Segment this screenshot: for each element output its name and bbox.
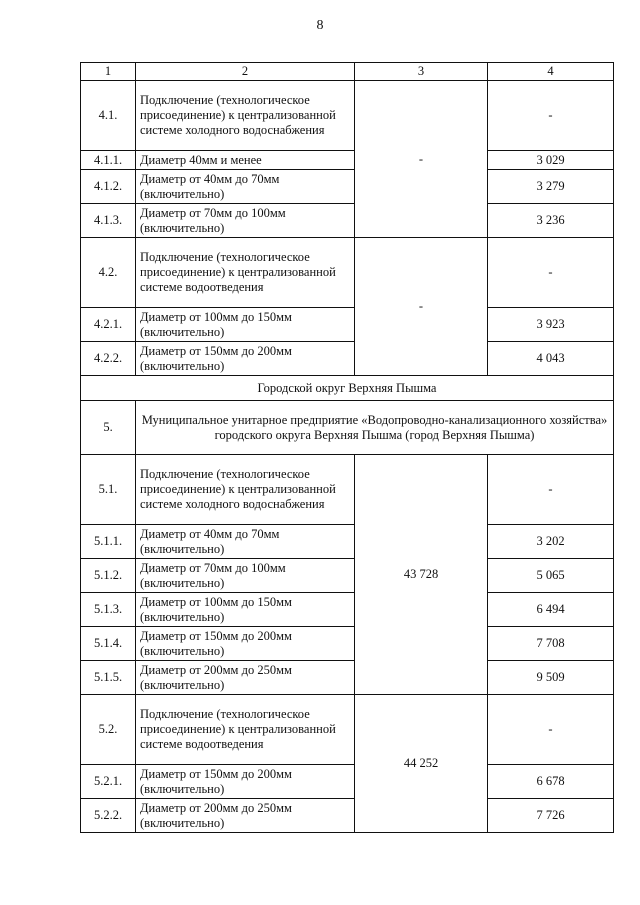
connection-fee-rate: 3 923 (488, 308, 614, 342)
connection-fee-rate: - (488, 455, 614, 525)
item-number: 4.1.3. (81, 204, 136, 238)
item-number: 4.1. (81, 81, 136, 151)
item-number: 4.2.2. (81, 342, 136, 376)
item-number: 5.2.2. (81, 799, 136, 833)
item-number: 5.1.3. (81, 593, 136, 627)
item-number: 5.1.1. (81, 525, 136, 559)
section-title: Городской округ Верхняя Пышма (81, 376, 614, 401)
item-description: Диаметр от 70мм до 100мм (включительно) (136, 559, 355, 593)
table-row (81, 627, 614, 661)
item-number: 5. (81, 401, 136, 455)
connection-fee-rate: - (488, 81, 614, 151)
item-number: 5.1.4. (81, 627, 136, 661)
connection-fee-total: - (355, 238, 488, 376)
item-number: 4.2. (81, 238, 136, 308)
table-row (81, 765, 614, 799)
table-row (81, 455, 614, 525)
table-row (81, 695, 614, 765)
connection-fee-rate: 6 494 (488, 593, 614, 627)
item-number: 5.1. (81, 455, 136, 525)
item-description: Диаметр от 150мм до 200мм (включительно) (136, 342, 355, 376)
table-row (81, 593, 614, 627)
connection-fee-rate: 9 509 (488, 661, 614, 695)
item-description: Диаметр от 200мм до 250мм (включительно) (136, 799, 355, 833)
header-cell: 4 (488, 63, 614, 81)
connection-fee-rate: 3 236 (488, 204, 614, 238)
header-cell: 1 (81, 63, 136, 81)
table-row (81, 342, 614, 376)
page-number: 8 (316, 18, 324, 33)
connection-fee-rate: 5 065 (488, 559, 614, 593)
item-description: Диаметр от 200мм до 250мм (включительно) (136, 661, 355, 695)
header-cell: 2 (136, 63, 355, 81)
item-description: Подключение (технологическое присоединение) к централизованной системе холодного водоснабжения (136, 81, 355, 151)
item-number: 4.1.1. (81, 151, 136, 170)
table-row (81, 376, 614, 401)
item-description: Подключение (технологическое присоединение) к централизованной системе водоотведения (136, 695, 355, 765)
item-description: Диаметр от 150мм до 200мм (включительно) (136, 627, 355, 661)
item-description: Диаметр 40мм и менее (136, 151, 355, 170)
connection-fee-rate: 6 678 (488, 765, 614, 799)
table-row (81, 559, 614, 593)
item-description: Подключение (технологическое присоединение) к централизованной системе водоотведения (136, 238, 355, 308)
item-number: 5.2. (81, 695, 136, 765)
table-row (81, 204, 614, 238)
table-row (81, 81, 614, 151)
tariff-table-body (81, 63, 614, 833)
table-row (81, 661, 614, 695)
table-row (81, 401, 614, 455)
connection-fee-rate: - (488, 238, 614, 308)
connection-fee-total: 43 728 (355, 455, 488, 695)
item-number: 4.2.1. (81, 308, 136, 342)
item-number: 5.2.1. (81, 765, 136, 799)
connection-fee-rate: 3 279 (488, 170, 614, 204)
connection-fee-total: - (355, 81, 488, 238)
table-row (81, 525, 614, 559)
item-description: Диаметр от 70мм до 100мм (включительно) (136, 204, 355, 238)
item-description: Диаметр от 40мм до 70мм (включительно) (136, 525, 355, 559)
connection-fee-rate: 4 043 (488, 342, 614, 376)
item-number: 4.1.2. (81, 170, 136, 204)
table-row (81, 238, 614, 308)
header-row (81, 63, 614, 81)
item-description: Диаметр от 100мм до 150мм (включительно) (136, 308, 355, 342)
table-row (81, 308, 614, 342)
organization-name: Муниципальное унитарное предприятие «Водопроводно-канализационного хозяйства» городского округа Верхняя Пышма (город Верхняя Пышма) (136, 401, 614, 455)
connection-fee-rate: 7 726 (488, 799, 614, 833)
item-number: 5.1.5. (81, 661, 136, 695)
header-cell: 3 (355, 63, 488, 81)
connection-fee-total: 44 252 (355, 695, 488, 833)
item-description: Диаметр от 150мм до 200мм (включительно) (136, 765, 355, 799)
table-row (81, 799, 614, 833)
item-number: 5.1.2. (81, 559, 136, 593)
item-description: Подключение (технологическое присоединение) к централизованной системе холодного водоснабжения (136, 455, 355, 525)
connection-fee-rate: 7 708 (488, 627, 614, 661)
tariff-table (80, 62, 614, 833)
connection-fee-rate: 3 202 (488, 525, 614, 559)
connection-fee-rate: 3 029 (488, 151, 614, 170)
item-description: Диаметр от 100мм до 150мм (включительно) (136, 593, 355, 627)
item-description: Диаметр от 40мм до 70мм (включительно) (136, 170, 355, 204)
connection-fee-rate: - (488, 695, 614, 765)
table-row (81, 170, 614, 204)
table-row (81, 151, 614, 170)
